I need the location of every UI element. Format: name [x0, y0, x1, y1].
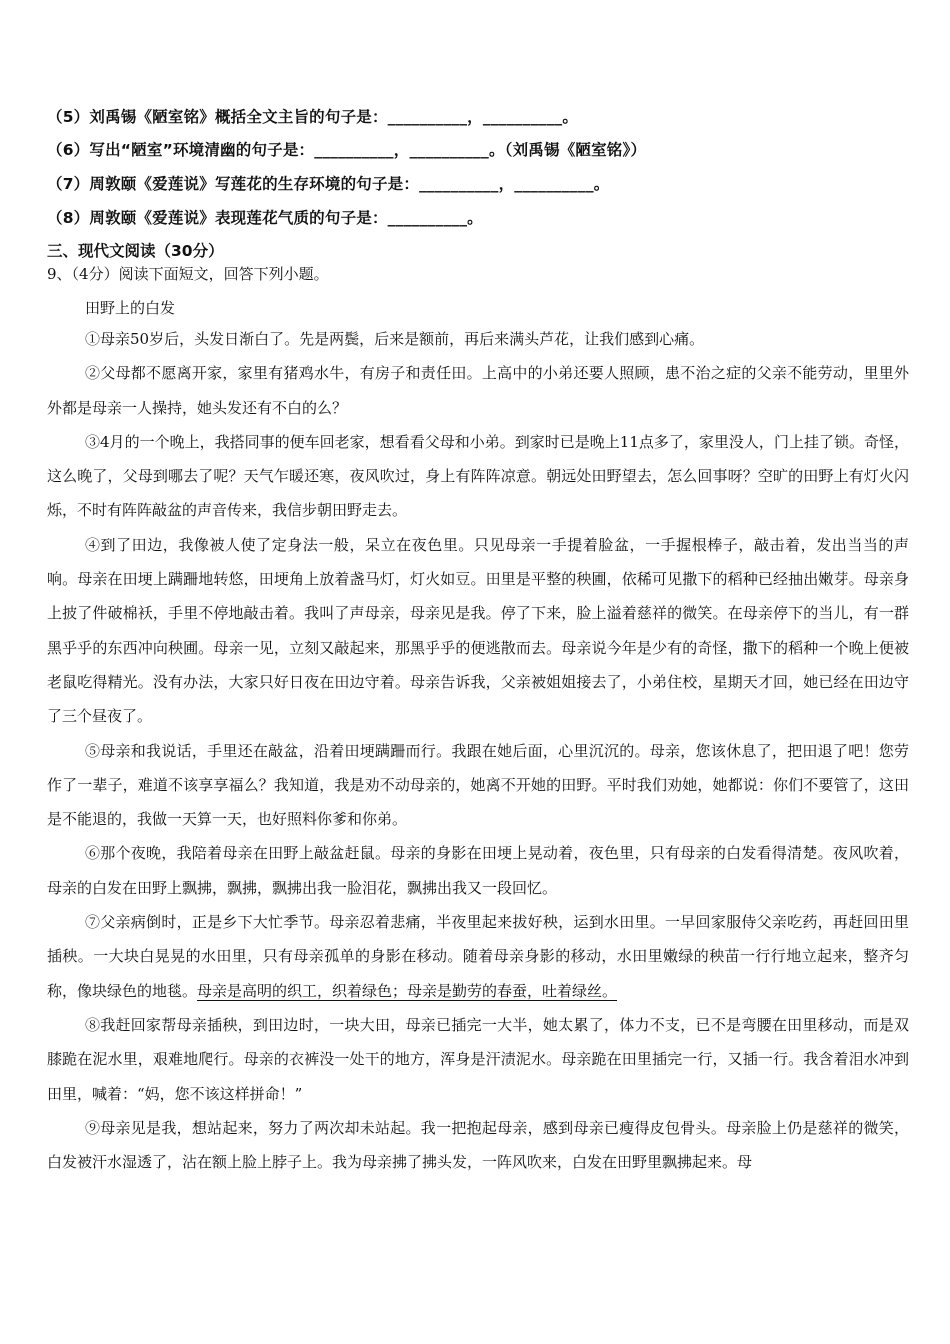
paragraph-2: ②父母都不愿离开家，家里有猪鸡水牛，有房子和责任田。上高中的小弟还要人照顾，患不治之症的父亲不能劳动，里里外外都是母亲一人操持，她头发还有不白的么？	[47, 364, 909, 417]
fill-in-question-6: （6）写出“陋室”环境清幽的句子是：__________，__________。（刘禹锡《陋室铭》）	[47, 141, 647, 159]
paragraph-4: ④到了田边，我像被人使了定身法一般，呆立在夜色里。只见母亲一手提着脸盆，一手握根棒子，敲击着，发出当当的声响。母亲在田埂上蹒跚地转悠，田埂角上放着盏马灯，灯火如豆。田里是平整的秧圃，依稀可见撒下的稻种已经抽出嫩芽。母亲身上披了件破棉袄，手里不停地敲击着。我叫了声母亲，母亲见是我。停了下来，脸上溢着慈祥的微笑。在母亲停下的当儿，有一群黑乎乎的东西冲向秧圃。母亲一见，立刻又敲起来，那黑乎乎的便逃散而去。母亲说今年是少有的奇怪，撒下的稻种一个晚上便被老鼠吃得精光。没有办法，大家只好日夜在田边守着。母亲告诉我，父亲被姐姐接去了，小弟住校，星期天才回，她已经在田边守了三个昼夜了。	[47, 535, 909, 726]
question-instruction: 9、（4分）阅读下面短文，回答下列小题。	[47, 265, 329, 283]
fill-in-question-5: （5）刘禹锡《陋室铭》概括全文主旨的句子是：__________，__________。	[47, 108, 579, 126]
paragraph-7	[47, 905, 909, 1008]
underlined-sentence: 母亲是高明的织工，织着绿色；母亲是勤劳的春蚕，吐着绿丝。	[197, 981, 618, 1000]
paragraph-3: ③4月的一个晚上，我搭同事的便车回老家，想看看父母和小弟。到家时已是晚上11点多了，家里没人，门上挂了锁。奇怪，这么晚了，父母到哪去了呢？天气乍暖还寒，夜风吹过，身上有阵阵凉意。朝远处田野望去，怎么回事呀？空旷的田野上有灯火闪烁，不时有阵阵敲盆的声音传来，我信步朝田野走去。	[47, 432, 909, 520]
article-body	[47, 322, 909, 1179]
paragraph-5: ⑤母亲和我说话，手里还在敲盆，沿着田埂蹒跚而行。我跟在她后面，心里沉沉的。母亲，您该休息了，把田退了吧！您劳作了一辈子，难道不该享享福么？我知道，我是劝不动母亲的，她离不开她的田野。平时我们劝她，她都说：你们不要管了，这田是不能退的，我做一天算一天，也好照料你爹和你弟。	[47, 741, 909, 829]
paragraph-6: ⑥那个夜晚，我陪着母亲在田野上敲盆赶鼠。母亲的身影在田埂上晃动着，夜色里，只有母亲的白发看得清楚。夜风吹着，母亲的白发在田野上飘拂，飘拂，飘拂出我一脸泪花，飘拂出我又一段回忆。	[47, 844, 909, 897]
fill-in-question-8: （8）周敦颐《爱莲说》表现莲花气质的句子是：__________。	[47, 209, 483, 227]
section-heading: 三、现代文阅读（30分）	[47, 242, 224, 260]
paragraph-7-text: ⑦父亲病倒时，正是乡下大忙季节。母亲忍着悲痛，半夜里起来拔好秧，运到水田里。一早回家服侍父亲吃药，再赶回田里插秧。一大块白晃晃的水田里，只有母亲孤单的身影在移动。随着母亲身影的移动，水田里嫩绿的秧苗一行行地立起来，整齐匀称，像块绿色的地毯。	[47, 913, 909, 1000]
paragraph-9: ⑨母亲见是我，想站起来，努力了两次却未站起。我一把抱起母亲，感到母亲已瘦得皮包骨头。母亲脸上仍是慈祥的微笑，白发被汗水湿透了，沾在额上脸上脖子上。我为母亲拂了拂头发，一阵风吹来，白发在田野里飘拂起来。母	[47, 1118, 909, 1172]
paragraph-8: ⑧我赶回家帮母亲插秧，到田边时，一块大田，母亲已插完一大半，她太累了，体力不支，已不是弯腰在田里移动，而是双膝跪在泥水里，艰难地爬行。母亲的衣裤没一处干的地方，浑身是汗渍泥水。母亲跪在田里插完一行，又插一行。我含着泪水冲到田里，喊着：“妈，您不该这样拼命！”	[47, 1015, 909, 1103]
fill-in-question-7: （7）周敦颐《爱莲说》写莲花的生存环境的句子是：__________，__________。	[47, 175, 610, 193]
paragraph-1: ①母亲50岁后，头发日渐白了。先是两鬓，后来是额前，再后来满头芦花，让我们感到心痛。	[85, 330, 705, 348]
article-title: 田野上的白发	[85, 299, 176, 317]
